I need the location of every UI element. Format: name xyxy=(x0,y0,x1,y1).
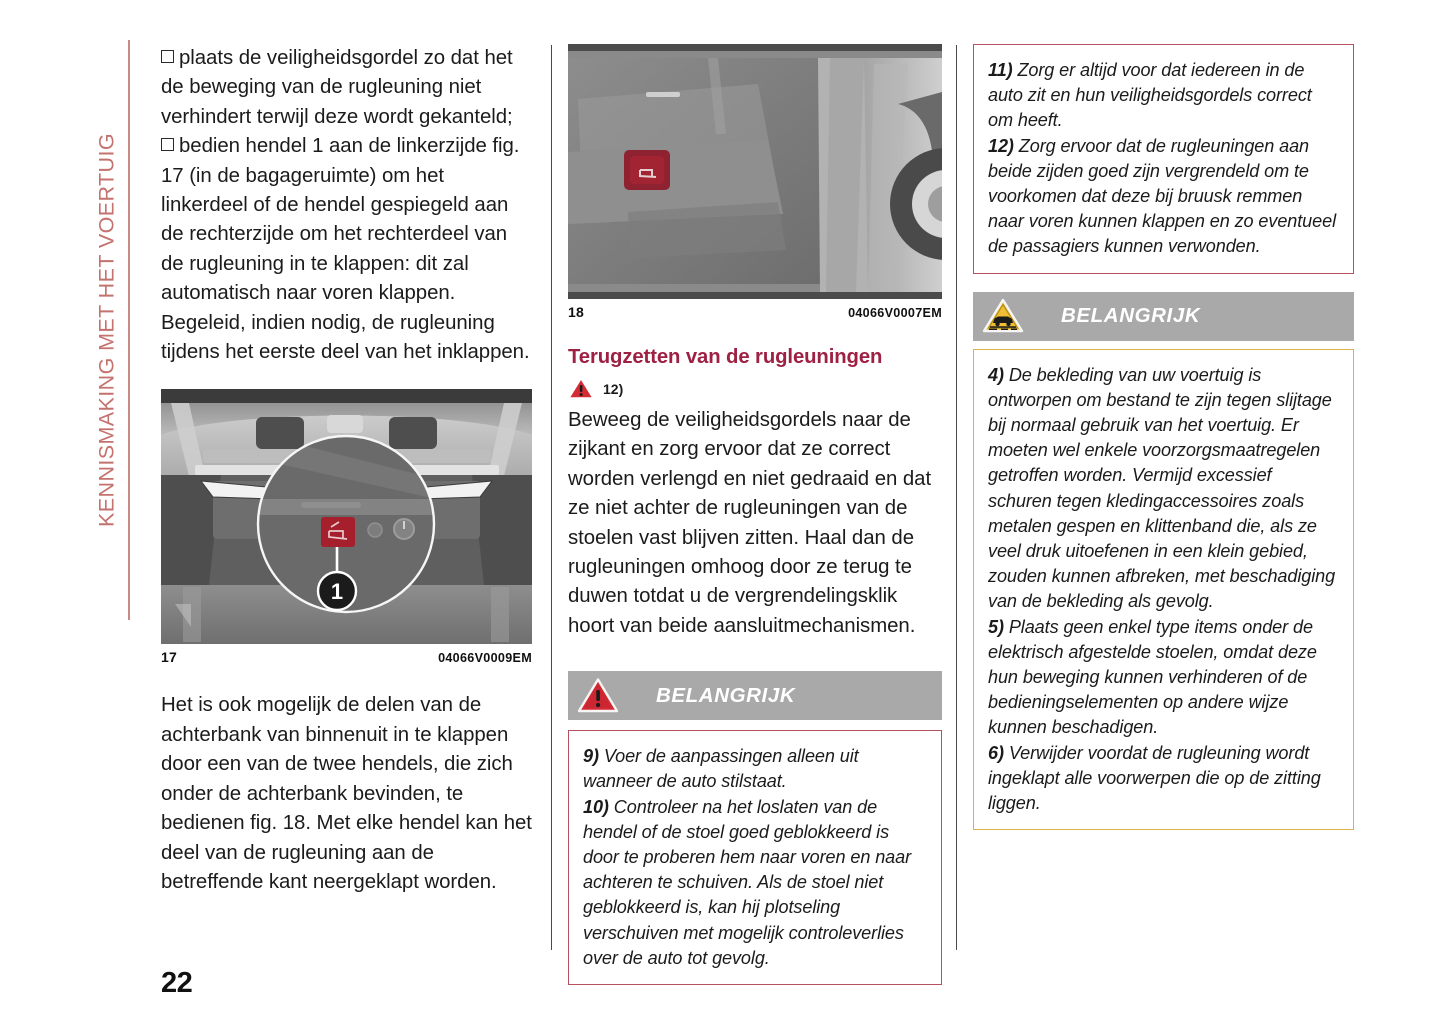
figure-18-image xyxy=(568,44,942,299)
figure-17-number: 17 xyxy=(161,649,177,666)
important-icon-wrap xyxy=(973,297,1033,335)
warning-triangle-amber-car-icon xyxy=(981,297,1025,335)
warning-note xyxy=(583,744,927,971)
warning-box-middle xyxy=(568,730,942,985)
figure-17-caption xyxy=(161,649,532,665)
warning-reference-number: 12) xyxy=(603,380,624,397)
chapter-rule xyxy=(128,40,130,620)
chapter-sidebar xyxy=(84,40,130,620)
warning-note-number: 4) xyxy=(988,364,1004,385)
square-bullet-icon xyxy=(161,50,174,63)
figure-17-image xyxy=(161,389,532,644)
figure-18-number: 18 xyxy=(568,304,584,320)
warning-note-text: Zorg ervoor dat de rugleuningen aan beide zijden goed zijn vergrendeld om te voorkomen dat deze bij bruusk remmen naar voren kunnen klappen en zo eventueel de passagiers kunnen verwonden. xyxy=(988,135,1336,257)
square-bullet-icon xyxy=(161,138,174,151)
important-header-bar-middle xyxy=(568,671,942,720)
warning-note-text: De bekleding van uw voertuig is ontworpen om bestand te zijn tegen slijtage bij normaal gebruik van het voertuig. Er moeten wel enkele voorzorgsmaatregelen getroffen worden. Vermijd excessief schuren tegen kledingaccessoires zoals metalen gespen en klittenband die, als ze veel druk uitoefenen in een klein gebied, zouden kunnen afbreken, met beschadiging van de bekleding als gevolg. xyxy=(988,364,1336,612)
warning-note-number: 5) xyxy=(988,616,1004,637)
page-number: 22 xyxy=(161,967,193,999)
column-divider-right xyxy=(956,45,957,950)
warning-note-text: Zorg er altijd voor dat iedereen in de auto zit en hun veiligheidsgordels correct om heeft. xyxy=(988,60,1312,131)
important-header-bar-right xyxy=(973,292,1354,341)
warning-note xyxy=(988,58,1339,260)
figure-18 xyxy=(568,44,942,320)
figure-18-caption xyxy=(568,304,942,320)
warning-note-text: Verwijder voordat de rugleuning wordt ingeklapt alle voorwerpen die op de zitting liggen. xyxy=(988,742,1321,814)
warning-note-number: 10) xyxy=(583,796,609,817)
warning-note-number: 9) xyxy=(583,746,599,767)
important-label: BELANGRIJK xyxy=(1061,304,1201,328)
figure-17-code: 04066V0009EM xyxy=(438,651,532,666)
warning-box-right-top xyxy=(973,44,1354,274)
figure-17-callout-label: 1 xyxy=(330,579,344,605)
warning-note-text: Plaats geen enkel type items onder de elektrisch afgestelde stoelen, omdat deze hun beweging kunnen verhinderen of de bedieningselementen op andere wijze kunnen beschadigen. xyxy=(988,616,1317,738)
warning-triangle-red-icon xyxy=(577,677,619,714)
warning-note-number: 11) xyxy=(988,60,1013,80)
figure-18-code: 04066V0007EM xyxy=(848,306,942,320)
left-paragraph: Het is ook mogelijk de delen van de achterbank van binnenuit in te klappen door een van de twee hendels, die zich onder de achterbank bevinden, te bedienen fig. 18. Met elke hendel kan het deel van de rugleuning aan de betreffende kant neergeklapt worden. xyxy=(161,694,532,893)
warning-note-number: 6) xyxy=(988,742,1004,763)
figure-17 xyxy=(161,389,532,665)
bullet-list xyxy=(161,44,532,367)
column-left xyxy=(161,44,532,897)
list-item xyxy=(161,44,532,132)
important-label: BELANGRIJK xyxy=(656,683,796,707)
chapter-title: KENNISMAKING MET HET VOERTUIG xyxy=(94,133,119,527)
bullet-2-text: bedien hendel 1 aan de linkerzijde fig. 17 (in de bagageruimte) om het linkerdeel of de hendel gespiegeld aan de rechterzijde om het rechterdeel van de rugleuning in te klappen: dit zal automatisch naar voren klappen. Begeleid, indien nodig, de rugleuning tijdens het eerste deel van het inklappen. xyxy=(161,135,530,364)
column-right xyxy=(973,44,1354,830)
warning-triangle-red-icon xyxy=(568,377,594,400)
warning-note-text: Controleer na het loslaten van de hendel of de stoel goed geblokkeerd is door te proberen hem naar voren en naar achteren te schuiven. Als de stoel niet geblokkeerd is, kan hij plotseling verschuiven met mogelijk controleverlies over de auto tot gevolg. xyxy=(583,796,912,968)
middle-paragraph: Beweeg de veiligheidsgordels naar de zijkant en zorg ervoor dat ze correct worden verlengd en niet gedraaid en dat ze niet achter de rugleuningen van de stoelen vast blijven zitten. Haal dan de rugleuningen omhoog door ze terug te duwen totdat u de vergrendelingsklik hoort van beide aansluitmechanismen. xyxy=(568,409,932,637)
column-middle xyxy=(568,44,942,985)
important-icon-wrap xyxy=(568,677,628,714)
list-item xyxy=(161,132,532,367)
section-heading: Terugzetten van de rugleuningen xyxy=(568,346,883,368)
column-divider-left xyxy=(551,45,552,950)
warning-note-number: 12) xyxy=(988,135,1014,156)
warning-reference xyxy=(568,377,942,400)
warning-note-text: Voer de aanpassingen alleen uit wanneer de auto stilstaat. xyxy=(583,746,859,792)
warning-box-right-bottom xyxy=(973,349,1354,831)
warning-note xyxy=(988,363,1339,817)
bullet-1-text: plaats de veiligheidsgordel zo dat het de beweging van de rugleuning niet verhindert terwijl deze wordt gekanteld; xyxy=(161,47,513,128)
